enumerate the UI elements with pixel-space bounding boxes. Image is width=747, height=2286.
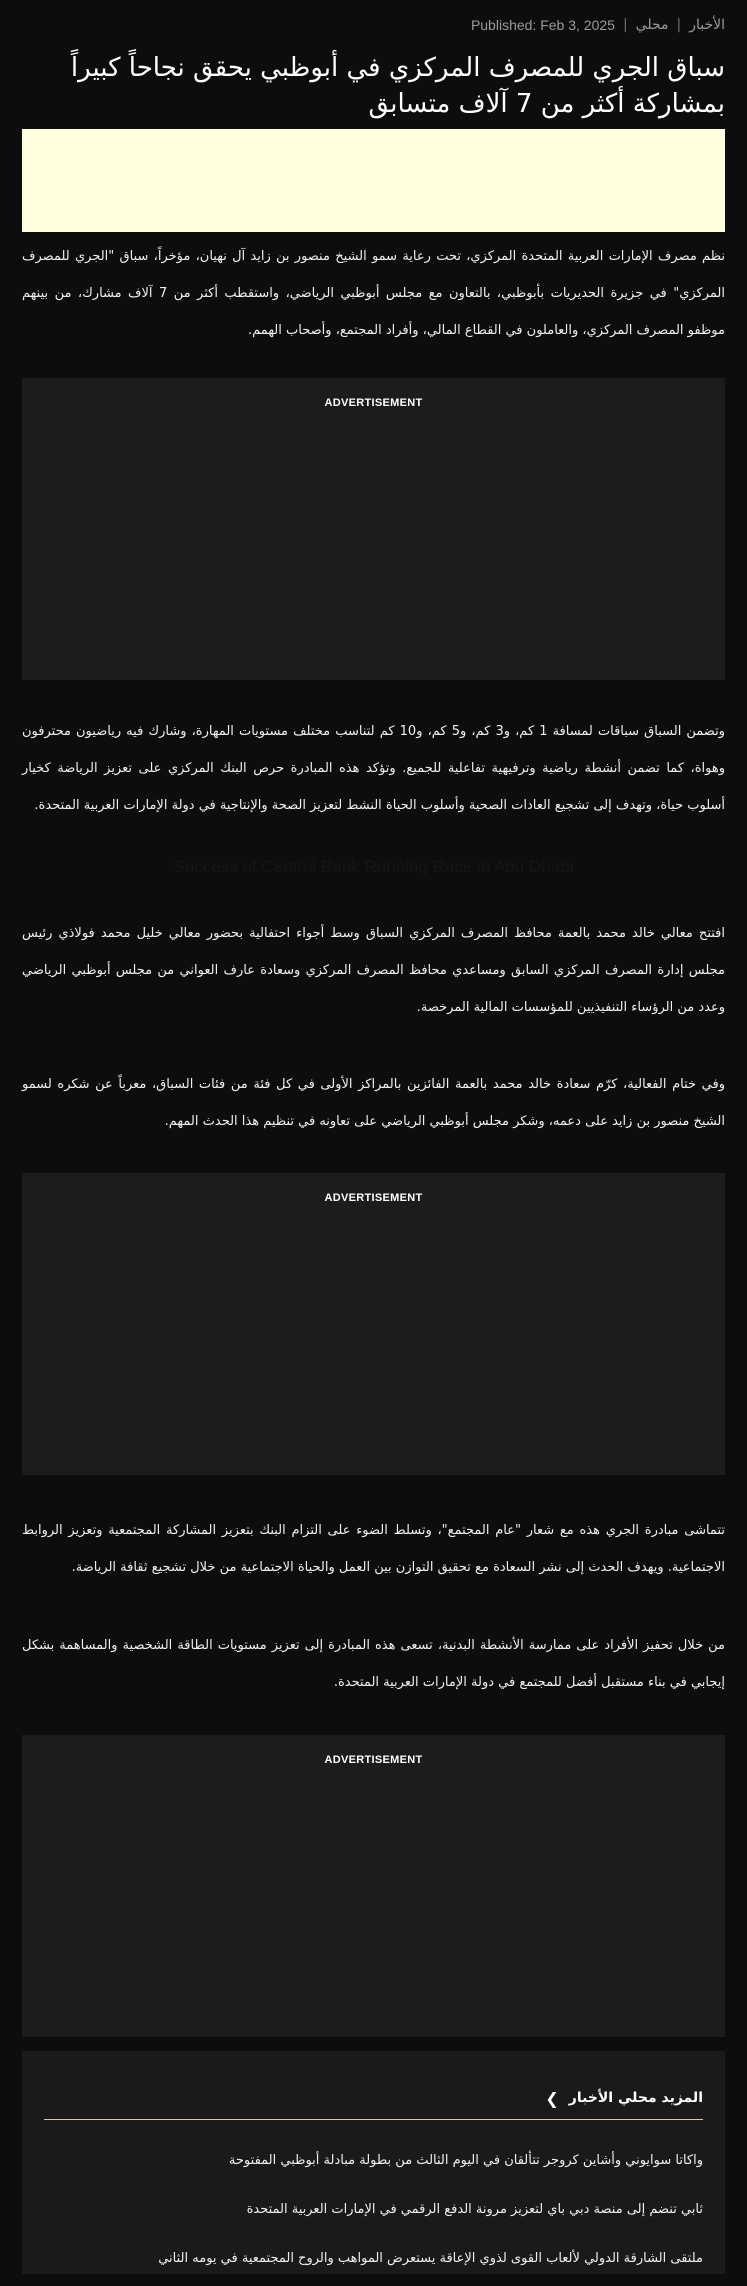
breadcrumb-subsection[interactable]: محلي xyxy=(635,17,669,33)
published-date: Published: Feb 3, 2025 xyxy=(470,17,615,33)
advertisement-1[interactable] xyxy=(22,378,725,680)
advertisement-label: ADVERTISEMENT xyxy=(324,397,423,409)
related-news-header[interactable] xyxy=(44,2051,703,2119)
meta-separator: | xyxy=(622,17,628,33)
related-news-item[interactable]: ثابي تنضم إلى منصة دبي باي لتعزيز مرونة الدفع الرقمي في الإمارات العربية المتحدة xyxy=(246,2202,703,2217)
advertisement-label: ADVERTISEMENT xyxy=(324,1754,423,1766)
advertisement-3[interactable] xyxy=(22,1735,725,2037)
article-paragraph-1: نظم مصرف الإمارات العربية المتحدة المركزي، تحت رعاية سمو الشيخ منصور بن زايد آل نهيان، مؤخراً، سباق "الجري للمصرف المركزي" في جزيرة الحديريات بأبوظبي، بالتعاون مع مجلس أبوظبي الرياضي، واستقطب أكثر من 7 آلاف مشارك، من بينهم موظفو المصرف المركزي، والعاملون في القطاع المالي، وأفراد المجتمع، وأصحاب الهمم. xyxy=(22,249,725,338)
hero-banner xyxy=(22,129,725,232)
related-news-heading: المزيد محلي الأخبار xyxy=(568,2090,703,2106)
article-paragraph-4: وفي ختام الفعالية، كرّم سعادة خالد محمد بالعمة الفائزين بالمراكز الأولى في كل فئة من فئات السباق، معرباً عن شكره لسمو الشيخ منصور بن زايد على دعمه، وشكر مجلس أبوظبي الرياضي على تعاونه في تنظيم هذا الحدث المهم. xyxy=(22,1077,725,1129)
related-news-item[interactable]: واكاتا سوايوني وأشاين كروجر تتألقان في اليوم الثالث من بطولة مبادلة أبوظبي المفتوحة xyxy=(228,2153,703,2168)
advertisement-label: ADVERTISEMENT xyxy=(324,1192,423,1204)
chevron-left-icon: ❯ xyxy=(545,2088,559,2108)
article-paragraph-5: تتماشى مبادرة الجري هذه مع شعار "عام المجتمع"، وتسلط الضوء على التزام البنك بتعزيز المشاركة المجتمعية وتعزيز الروابط الاجتماعية. ويهدف الحدث إلى نشر السعادة مع تحقيق التوازن بين العمل والحياة الاجتماعية من خلال تشجيع ثقافة الرياضة. xyxy=(22,1523,725,1575)
related-divider xyxy=(44,2119,703,2120)
related-news-item[interactable]: ملتقى الشارقة الدولي لألعاب القوى لذوي الإعاقة يستعرض المواهب والروح المجتمعية في يومه الثاني xyxy=(158,2251,703,2266)
article-meta xyxy=(22,17,725,33)
related-news xyxy=(22,2051,725,2274)
image-caption: Success of Central Bank Running Race in Abu Dhabi xyxy=(173,857,574,876)
article-paragraph-3: افتتح معالي خالد محمد بالعمة محافظ المصرف المركزي السباق وسط أجواء احتفالية بحضور معالي خليل محمد فولاذي رئيس مجلس إدارة المصرف المركزي السابق ومساعدي محافظ المصرف المركزي وسعادة عارف العواني من مجلس أبوظبي الرياضي وعدد من الرؤساء التنفيذيين للمؤسسات المالية المرخصة. xyxy=(22,926,725,1015)
article-paragraph-6: من خلال تحفيز الأفراد على ممارسة الأنشطة البدنية، تسعى هذه المبادرة إلى تعزيز مستويات الطاقة الشخصية والمساهمة بشكل إيجابي في بناء مستقبل أفضل للمجتمع في دولة الإمارات العربية المتحدة. xyxy=(22,1638,725,1690)
advertisement-2[interactable] xyxy=(22,1173,725,1475)
article-title: سباق الجري للمصرف المركزي في أبوظبي يحقق نجاحاً كبيراً بمشاركة أكثر من 7 آلاف متسابق xyxy=(70,53,725,119)
breadcrumb-section[interactable]: الأخبار xyxy=(689,17,725,33)
article-paragraph-2: وتضمن السباق سباقات لمسافة 1 كم، و3 كم، و5 كم، و10 كم لتناسب مختلف مستويات المهارة، وشارك فيه رياضيون محترفون وهواة، كما تضمن أنشطة رياضية وترفيهية تفاعلية للجميع. وتؤكد هذه المبادرة حرص البنك المركزي على تعزيز الرياضة كخيار أسلوب حياة، وتهدف إلى تشجيع العادات الصحية وأسلوب الحياة النشط لتعزيز الصحة والإنتاجية في دولة الإمارات العربية المتحدة. xyxy=(22,724,725,813)
related-news-list xyxy=(44,2136,703,2283)
breadcrumb-separator: | xyxy=(676,17,682,33)
